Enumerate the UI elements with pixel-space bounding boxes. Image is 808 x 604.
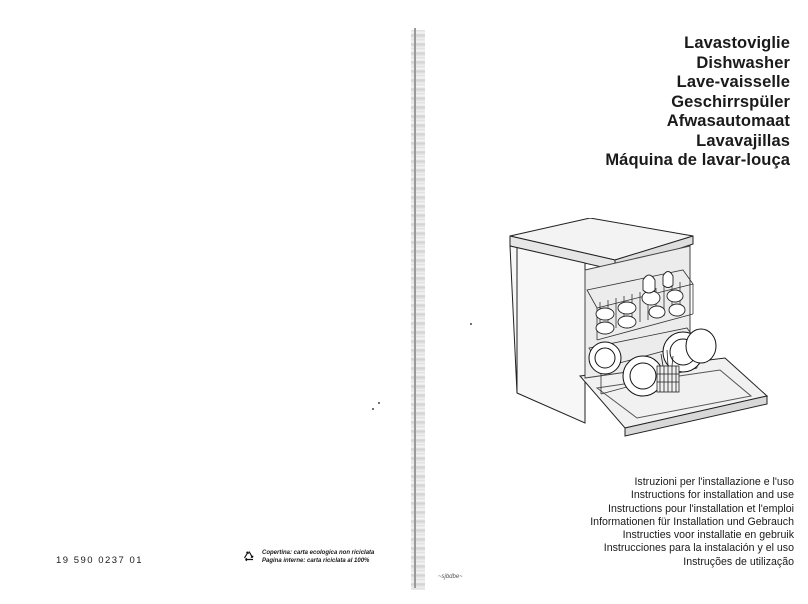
recycle-note-pages: Pagina interne: carta riciclata al 100% — [262, 558, 370, 564]
title-portuguese: Máquina de lavar-louça — [605, 151, 790, 169]
instructions-italian: Istruzioni per l'installazione e l'uso — [634, 476, 794, 488]
bottom-scribble-mark: ~sjbdbe~ — [438, 574, 463, 580]
instructions-spanish: Instrucciones para la instalación y el uso — [603, 542, 794, 555]
instructions-portuguese: Instruções de utilização — [683, 555, 794, 568]
recycle-note-cover: Copertina: carta ecologica non riciclata — [262, 550, 375, 556]
title-english: Dishwasher — [696, 53, 790, 72]
instructions-french: Instructions pour l'installation et l'emploi — [608, 502, 794, 515]
title-spanish: Lavavajillas — [696, 131, 790, 150]
title-german: Geschirrspüler — [671, 92, 790, 111]
instructions-dutch: Instructies voor installatie en gebruik — [622, 529, 794, 542]
scan-speck — [470, 323, 472, 325]
recycled-paper-note — [242, 549, 374, 565]
dishwasher-illustration — [505, 218, 770, 443]
product-title-block — [605, 34, 790, 171]
scan-speck — [372, 408, 374, 410]
instructions-block — [590, 476, 794, 569]
title-french: Lave-vaisselle — [676, 73, 790, 91]
document-number: 19 590 0237 01 — [56, 555, 144, 566]
recycle-icon — [242, 550, 256, 564]
instructions-english: Instructions for installation and use — [630, 489, 794, 502]
spine-fold-line — [414, 28, 416, 588]
title-italian: Lavastoviglie — [684, 34, 790, 52]
title-dutch: Afwasautomaat — [666, 112, 790, 130]
instructions-german: Informationen für Installation und Gebrauch — [590, 515, 794, 528]
scan-speck — [378, 402, 380, 404]
